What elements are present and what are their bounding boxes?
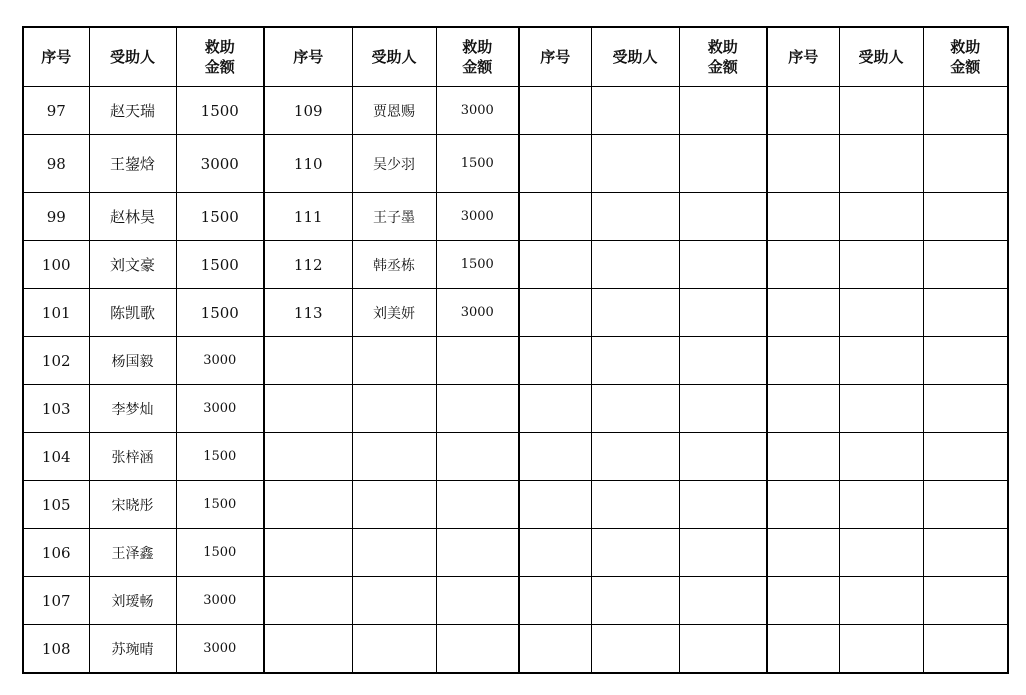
cell-amount [679, 385, 767, 433]
cell-seq: 101 [23, 289, 89, 337]
cell-seq: 98 [23, 135, 89, 193]
header-seq: 序号 [23, 27, 89, 87]
header-recipient: 受助人 [352, 27, 436, 87]
cell-amount [923, 241, 1008, 289]
cell-recipient [352, 385, 436, 433]
cell-seq [519, 433, 591, 481]
cell-amount [436, 577, 519, 625]
cell-seq [767, 481, 839, 529]
cell-recipient [591, 289, 679, 337]
cell-seq [519, 193, 591, 241]
header-amount-text: 救助 金额 [204, 38, 235, 76]
cell-recipient [839, 625, 923, 674]
cell-seq [519, 625, 591, 674]
cell-seq: 111 [264, 193, 352, 241]
cell-amount: 1500 [176, 481, 264, 529]
cell-recipient [352, 625, 436, 674]
cell-recipient [591, 241, 679, 289]
cell-seq [767, 337, 839, 385]
table-row [23, 289, 1008, 337]
cell-amount [679, 481, 767, 529]
cell-seq: 108 [23, 625, 89, 674]
cell-amount [679, 433, 767, 481]
cell-recipient [591, 577, 679, 625]
cell-seq: 109 [264, 87, 352, 135]
cell-amount: 1500 [176, 433, 264, 481]
table-row [23, 193, 1008, 241]
cell-recipient [352, 481, 436, 529]
cell-amount: 3000 [436, 193, 519, 241]
cell-recipient: 宋晓彤 [89, 481, 176, 529]
cell-recipient [839, 433, 923, 481]
header-recipient: 受助人 [591, 27, 679, 87]
cell-recipient [839, 241, 923, 289]
table-row [23, 135, 1008, 193]
cell-seq [264, 385, 352, 433]
cell-recipient: 张梓涵 [89, 433, 176, 481]
header-row [23, 27, 1008, 87]
table-row [23, 87, 1008, 135]
header-recipient: 受助人 [89, 27, 176, 87]
cell-amount [923, 529, 1008, 577]
cell-recipient: 王泽鑫 [89, 529, 176, 577]
cell-recipient: 刘文豪 [89, 241, 176, 289]
cell-amount [923, 481, 1008, 529]
header-amount [436, 27, 519, 87]
cell-recipient [591, 385, 679, 433]
cell-seq [519, 529, 591, 577]
table-row [23, 625, 1008, 674]
cell-seq [519, 135, 591, 193]
cell-recipient [839, 529, 923, 577]
table-row [23, 241, 1008, 289]
cell-amount [923, 289, 1008, 337]
cell-seq [519, 241, 591, 289]
cell-recipient [352, 433, 436, 481]
cell-recipient: 吴少羽 [352, 135, 436, 193]
table-row [23, 481, 1008, 529]
cell-seq: 106 [23, 529, 89, 577]
cell-recipient [352, 337, 436, 385]
cell-amount: 1500 [176, 289, 264, 337]
cell-seq [519, 385, 591, 433]
cell-amount: 3000 [436, 87, 519, 135]
cell-seq [264, 529, 352, 577]
cell-seq: 112 [264, 241, 352, 289]
cell-seq [767, 87, 839, 135]
cell-recipient [591, 135, 679, 193]
cell-recipient: 赵林昊 [89, 193, 176, 241]
cell-amount [679, 577, 767, 625]
cell-seq [264, 625, 352, 674]
cell-recipient: 杨国毅 [89, 337, 176, 385]
cell-seq: 104 [23, 433, 89, 481]
cell-seq: 103 [23, 385, 89, 433]
cell-seq [767, 241, 839, 289]
cell-recipient: 贾恩赐 [352, 87, 436, 135]
cell-seq [264, 577, 352, 625]
cell-amount [436, 625, 519, 674]
cell-amount [679, 193, 767, 241]
cell-seq: 113 [264, 289, 352, 337]
cell-amount [679, 625, 767, 674]
header-amount [176, 27, 264, 87]
cell-recipient: 韩丞栋 [352, 241, 436, 289]
cell-amount [436, 433, 519, 481]
cell-amount: 3000 [436, 289, 519, 337]
cell-seq [767, 193, 839, 241]
cell-amount: 1500 [176, 529, 264, 577]
cell-recipient [352, 529, 436, 577]
cell-seq: 110 [264, 135, 352, 193]
cell-amount [923, 87, 1008, 135]
cell-seq [264, 481, 352, 529]
cell-amount: 1500 [176, 87, 264, 135]
cell-recipient [839, 193, 923, 241]
cell-seq: 102 [23, 337, 89, 385]
cell-recipient [839, 87, 923, 135]
cell-recipient [591, 337, 679, 385]
cell-recipient: 刘瑷畅 [89, 577, 176, 625]
cell-seq [767, 289, 839, 337]
table-row [23, 433, 1008, 481]
cell-recipient [839, 337, 923, 385]
table-row [23, 385, 1008, 433]
cell-seq [264, 337, 352, 385]
cell-seq [519, 337, 591, 385]
cell-amount: 1500 [436, 135, 519, 193]
cell-amount [923, 577, 1008, 625]
cell-recipient [591, 529, 679, 577]
cell-amount [679, 87, 767, 135]
cell-recipient [839, 135, 923, 193]
cell-recipient [591, 625, 679, 674]
cell-amount [923, 337, 1008, 385]
cell-amount [679, 241, 767, 289]
cell-amount: 1500 [176, 241, 264, 289]
cell-recipient: 赵天瑞 [89, 87, 176, 135]
header-amount [679, 27, 767, 87]
cell-seq [767, 385, 839, 433]
cell-recipient: 苏琬晴 [89, 625, 176, 674]
cell-seq [519, 577, 591, 625]
header-amount-text: 救助 金额 [707, 38, 738, 76]
cell-amount [436, 529, 519, 577]
cell-amount: 1500 [176, 193, 264, 241]
cell-seq [767, 577, 839, 625]
cell-amount [923, 193, 1008, 241]
cell-recipient [591, 433, 679, 481]
cell-amount [923, 433, 1008, 481]
cell-recipient [352, 577, 436, 625]
cell-seq: 99 [23, 193, 89, 241]
cell-recipient [591, 87, 679, 135]
cell-recipient [839, 289, 923, 337]
table-row [23, 337, 1008, 385]
cell-amount [679, 289, 767, 337]
header-seq: 序号 [767, 27, 839, 87]
cell-seq: 105 [23, 481, 89, 529]
cell-amount [923, 625, 1008, 674]
cell-seq [519, 87, 591, 135]
cell-recipient [839, 577, 923, 625]
cell-amount: 3000 [176, 385, 264, 433]
header-amount-text: 救助 金额 [462, 38, 493, 76]
cell-amount: 1500 [436, 241, 519, 289]
cell-seq [767, 135, 839, 193]
cell-seq [264, 433, 352, 481]
cell-recipient: 李梦灿 [89, 385, 176, 433]
header-recipient: 受助人 [839, 27, 923, 87]
cell-seq [767, 625, 839, 674]
cell-recipient: 刘美妍 [352, 289, 436, 337]
cell-amount [436, 481, 519, 529]
header-amount [923, 27, 1008, 87]
header-amount-text: 救助 金额 [950, 38, 981, 76]
cell-seq [767, 433, 839, 481]
cell-amount [679, 529, 767, 577]
cell-amount [679, 135, 767, 193]
table-body [23, 87, 1008, 674]
cell-recipient: 王子墨 [352, 193, 436, 241]
cell-seq: 107 [23, 577, 89, 625]
cell-amount: 3000 [176, 337, 264, 385]
aid-recipients-table [22, 26, 1009, 674]
cell-amount: 3000 [176, 625, 264, 674]
cell-seq [519, 289, 591, 337]
table-row [23, 529, 1008, 577]
cell-amount [436, 385, 519, 433]
cell-seq: 100 [23, 241, 89, 289]
header-seq: 序号 [519, 27, 591, 87]
cell-recipient [839, 481, 923, 529]
cell-recipient [591, 193, 679, 241]
cell-seq [767, 529, 839, 577]
cell-amount [436, 337, 519, 385]
cell-amount: 3000 [176, 135, 264, 193]
header-seq: 序号 [264, 27, 352, 87]
cell-amount [679, 337, 767, 385]
cell-amount [923, 135, 1008, 193]
cell-recipient [839, 385, 923, 433]
cell-recipient: 陈凯歌 [89, 289, 176, 337]
cell-amount [923, 385, 1008, 433]
cell-recipient [591, 481, 679, 529]
table-row [23, 577, 1008, 625]
cell-seq: 97 [23, 87, 89, 135]
cell-seq [519, 481, 591, 529]
cell-amount: 3000 [176, 577, 264, 625]
cell-recipient: 王鋆焓 [89, 135, 176, 193]
